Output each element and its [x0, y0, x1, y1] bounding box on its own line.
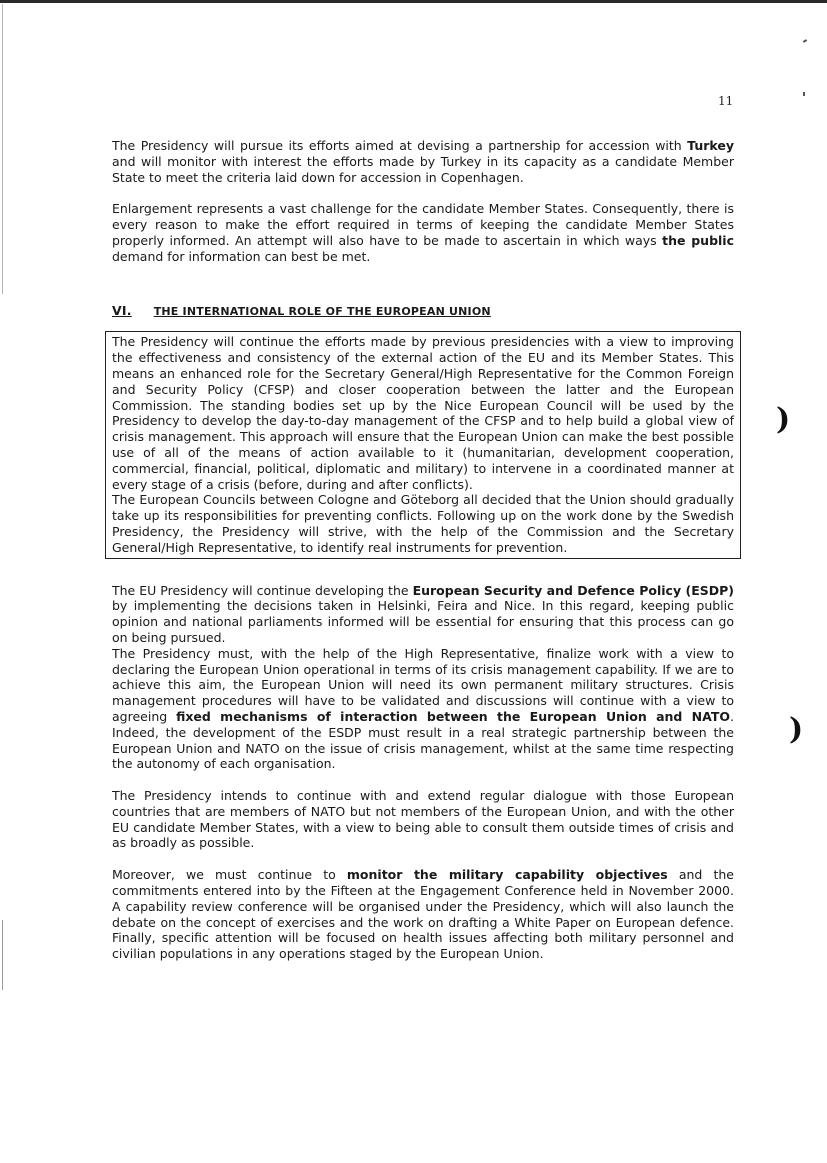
page-number: 11: [718, 94, 734, 108]
box-paragraph-prevention: The European Councils between Cologne and Göteborg all decided that the Union should gradually take up its responsibilities for preventing conflicts. Following up on the work done by the Swedish Presidency, the Presidency will strive, with the help of the Commission and the Secretary General/High Representative, to identify real instruments for prevention.: [112, 492, 734, 555]
section-title: THE INTERNATIONAL ROLE OF THE EUROPEAN UNION: [153, 304, 491, 318]
paragraph-enlargement: Enlargement represents a vast challenge for the candidate Member States. Consequently, there is every reason to make the effort required in terms of keeping the candidate Member States properly informed. An attempt will also have to be made to ascertain in which ways the public demand for information can best be met.: [112, 201, 734, 264]
emphasis-capability: monitor the military capability objectives: [346, 867, 668, 883]
box-paragraph-cfsp: The Presidency will continue the efforts made by previous presidencies with a view to improving the effectiveness and consistency of the external action of the EU and its Member States. This means an enhanced role for the Secretary General/High Representative for the Common Foreign and Security Policy (CFSP) and closer cooperation between the latter and the European Commission. The standing bodies set up by the Nice European Council will be used by the Presidency to develop the day-to-day management of the CFSP and to help build a global view of crisis management. This approach will ensure that the European Union can make the best possible use of all of the means of action available to it (humanitarian, development cooperation, commercial, financial, political, diplomatic and military) to intervene in a coordinated manner at every stage of a crisis (before, during and after conflicts).: [112, 334, 734, 492]
scan-speck: [803, 92, 805, 96]
emphasis-nato: fixed mechanisms of interaction between the European Union and NATO: [176, 708, 730, 724]
section-number: VI.: [112, 302, 132, 318]
left-scan-edge-lower: [2, 920, 3, 990]
left-scan-edge: [2, 4, 3, 294]
document-body: [112, 138, 734, 978]
paragraph-dialogue: The Presidency intends to continue with and extend regular dialogue with those European countries that are members of NATO but not members of the European Union, and with the other EU candidate Member States, with a view to being able to consult them outside times of crisis and as broadly as possible.: [112, 788, 734, 851]
margin-bracket-mark: ): [789, 712, 804, 747]
emphasis-public: the public: [662, 232, 734, 248]
boxed-text-panel: [105, 331, 741, 558]
margin-bracket-mark: ): [776, 402, 791, 437]
emphasis-esdp: European Security and Defence Policy (ESDP): [412, 582, 734, 598]
scan-speck: [803, 39, 807, 43]
paragraph-turkey: The Presidency will pursue its efforts aimed at devising a partnership for accession with Turkey and will monitor with interest the efforts made by Turkey in its capacity as a candidate Member State to meet the criteria laid down for accession in Copenhagen.: [112, 138, 734, 185]
paragraph-military-capability: Moreover, we must continue to monitor the military capability objectives and the commitments entered into by the Fifteen at the Engagement Conference held in November 2000. A capability review conference will be organised under the Presidency, which will also launch the debate on the concept of exercises and the work on drafting a White Paper on European defence. Finally, specific attention will be focused on health issues affecting both military personnel and civilian populations in any operations staged by the European Union.: [112, 867, 734, 962]
emphasis-turkey: Turkey: [687, 138, 734, 153]
top-scan-rule: [0, 0, 827, 3]
paragraph-crisis-management: The Presidency must, with the help of the High Representative, finalize work with a view to declaring the European Union operational in terms of its crisis management capability. If we are to achieve this aim, the European Union will need its own permanent military structures. Crisis management procedures will have to be validated and discussions will continue with a view to agreeing fixed mechanisms of interaction between the European Union and NATO. Indeed, the development of the ESDP must result in a real strategic partnership between the European Union and NATO on the issue of crisis management, whilst at the same time respecting the autonomy of each organisation.: [112, 645, 734, 772]
section-heading: [112, 303, 734, 320]
paragraph-esdp: The EU Presidency will continue developing the European Security and Defence Policy (ESDP) by implementing the decisions taken in Helsinki, Feira and Nice. In this regard, keeping public opinion and national parliaments informed will be essential for ensuring that this process can go on being pursued.: [112, 582, 734, 645]
